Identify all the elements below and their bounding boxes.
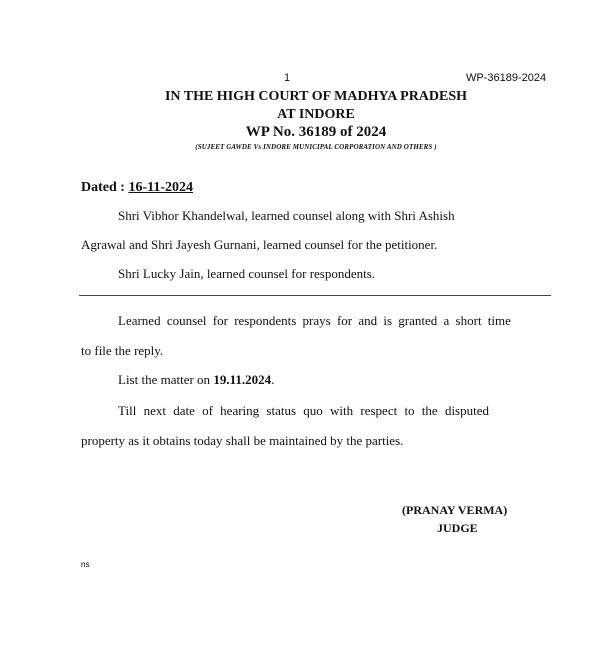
court-location: AT INDORE bbox=[277, 107, 355, 122]
typist-initials: ns bbox=[81, 560, 90, 569]
list-date: 19.11.2024 bbox=[213, 372, 272, 387]
separator-rule bbox=[79, 295, 551, 296]
order-list-line bbox=[118, 372, 274, 388]
case-reference: WP-36189-2024 bbox=[466, 72, 547, 84]
case-number: WP No. 36189 of 2024 bbox=[245, 124, 387, 140]
judge-name: (PRANAY VERMA) bbox=[402, 503, 508, 517]
appearance-line-3: Shri Lucky Jain, learned counsel for respondents. bbox=[118, 266, 376, 281]
appearance-line-1: Shri Vibhor Khandelwal, learned counsel along with Shri Ashish bbox=[118, 208, 455, 223]
appearance-line-2: Agrawal and Shri Jayesh Gurnani, learned counsel for the petitioner. bbox=[81, 237, 438, 252]
dated-date: 16-11-2024 bbox=[128, 180, 193, 195]
dated-label: Dated : bbox=[81, 180, 125, 195]
dated-line bbox=[81, 180, 193, 196]
order-line-2: to file the reply. bbox=[81, 343, 164, 358]
order-line-5: property as it obtains today shall be maintained by the parties. bbox=[81, 433, 404, 448]
list-prefix: List the matter on bbox=[118, 372, 214, 387]
case-parties: (SUJEET GAWDE Vs INDORE MUNICIPAL CORPORATION AND OTHERS ) bbox=[195, 143, 437, 151]
list-suffix: . bbox=[271, 372, 275, 387]
judge-title: JUDGE bbox=[437, 521, 478, 535]
order-line-1: Learned counsel for respondents prays for and is granted a short time bbox=[118, 313, 511, 328]
page-number: 1 bbox=[284, 72, 291, 84]
court-name: IN THE HIGH COURT OF MADHYA PRADESH bbox=[164, 89, 468, 104]
order-line-4: Till next date of hearing status quo with respect to the disputed bbox=[118, 403, 489, 418]
